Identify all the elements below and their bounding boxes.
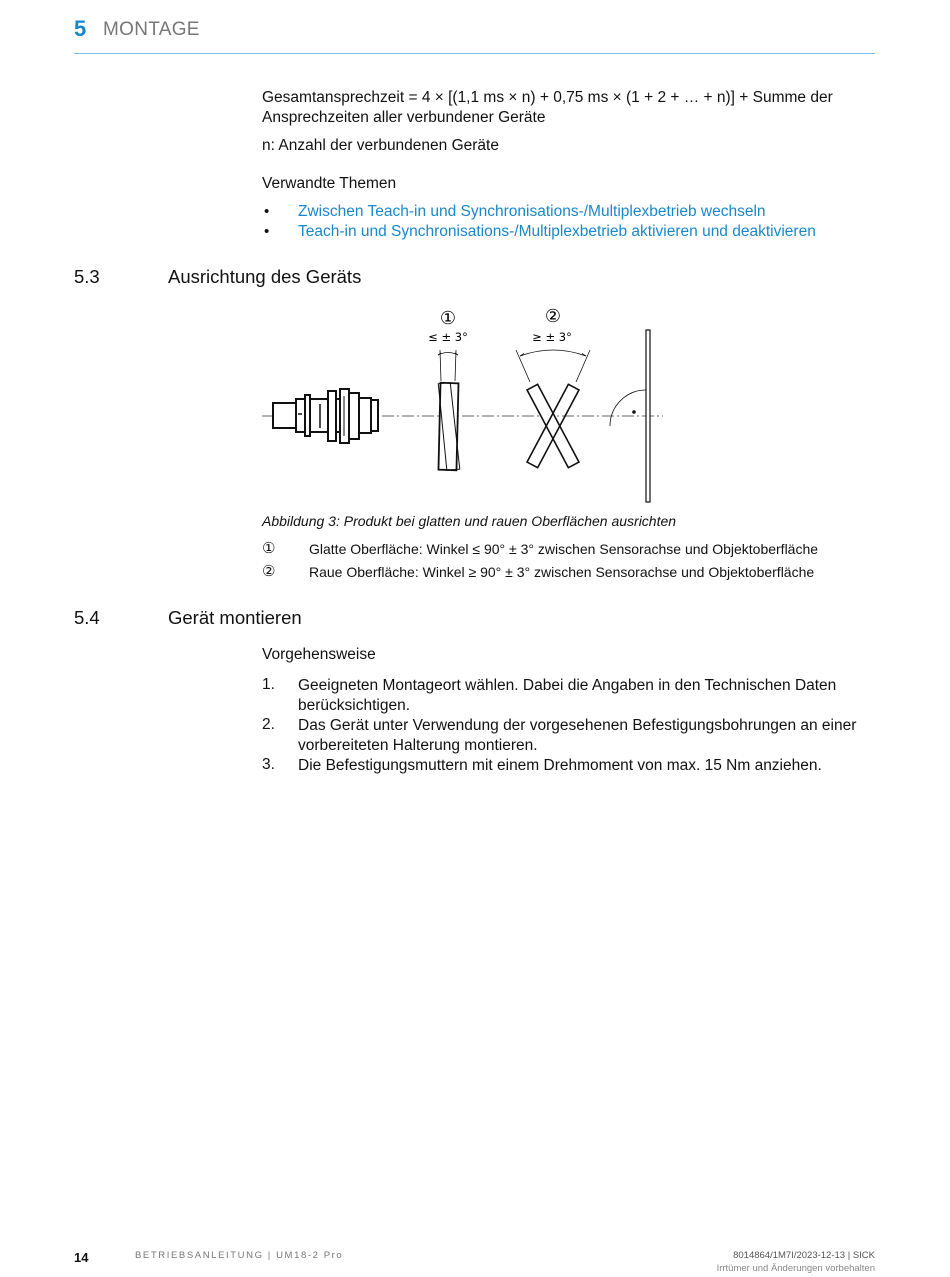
step-2-line-1: Das Gerät unter Verwendung der vorgesehenen Befestigungsbohrungen an einer [298, 717, 857, 734]
formula-line-1: Gesamtansprechzeit = 4 × [(1,1 ms × n) + 0,75 ms × (1 + 2 + … + n)] + Summe der [262, 89, 833, 106]
page-number: 14 [74, 1250, 89, 1265]
section-5-3-title: Ausrichtung des Geräts [168, 266, 362, 287]
header-divider [74, 53, 875, 54]
step-3-number: 3. [262, 756, 275, 773]
figure-angle-label-2: ≥ ± 3° [532, 330, 572, 344]
footer-disclaimer: Irrtümer und Änderungen vorbehalten [716, 1263, 875, 1274]
step-1-line-1: Geeigneten Montageort wählen. Dabei die Angaben in den Technischen Daten [298, 677, 837, 694]
related-link-2[interactable]: Teach-in und Synchronisations-/Multiplexbetrieb aktivieren und deaktivieren [298, 223, 816, 240]
formula-line-2: Ansprechzeiten aller verbundener Geräte [262, 109, 546, 126]
step-2-line-2: vorbereiteten Halterung montieren. [298, 737, 538, 754]
rough-surface-icon [516, 350, 590, 468]
figure-marker-1: ① [439, 308, 457, 329]
step-1-number: 1. [262, 676, 275, 693]
bullet-1: • [264, 203, 270, 220]
figure-marker-2: ② [544, 306, 562, 327]
response-time-formula [262, 88, 833, 128]
legend-text-1: Glatte Oberfläche: Winkel ≤ 90° ± 3° zwischen Sensorachse und Objektoberfläche [309, 541, 819, 557]
footer-doc-type: BETRIEBSANLEITUNG | UM18-2 Pro [135, 1250, 344, 1261]
legend-mark-2: ② [262, 563, 276, 580]
figure-caption: Abbildung 3: Produkt bei glatten und rauen Oberflächen ausrichten [262, 513, 677, 529]
step-3-text: Die Befestigungsmuttern mit einem Drehmoment von max. 15 Nm anziehen. [298, 757, 822, 774]
legend-text-2: Raue Oberfläche: Winkel ≥ 90° ± 3° zwischen Sensorachse und Objektoberfläche [309, 564, 815, 580]
bullet-2: • [264, 223, 270, 240]
related-topics-heading: Verwandte Themen [262, 175, 397, 192]
section-5-4-title: Gerät montieren [168, 607, 302, 628]
procedure-heading: Vorgehensweise [262, 646, 376, 663]
step-1-line-2: berücksichtigen. [298, 697, 411, 714]
step-2-number: 2. [262, 716, 275, 733]
chapter-number: 5 [74, 16, 87, 41]
alignment-figure [258, 300, 678, 510]
footer-doc-id: 8014864/1M7I/2023-12-13 | SICK [733, 1250, 875, 1261]
chapter-title: MONTAGE [103, 19, 200, 40]
smooth-surface-icon [437, 350, 459, 470]
section-5-4-number: 5.4 [74, 607, 100, 628]
sensor-device-icon [273, 389, 378, 443]
related-link-1[interactable]: Zwischen Teach-in und Synchronisations-/Multiplexbetrieb wechseln [298, 203, 766, 220]
figure-angle-label-1: ≤ ± 3° [428, 330, 468, 344]
section-5-3-number: 5.3 [74, 266, 100, 287]
step-1-text [298, 676, 878, 716]
step-2-text [298, 716, 878, 756]
legend-mark-1: ① [262, 540, 276, 557]
n-note: n: Anzahl der verbundenen Geräte [262, 137, 499, 154]
